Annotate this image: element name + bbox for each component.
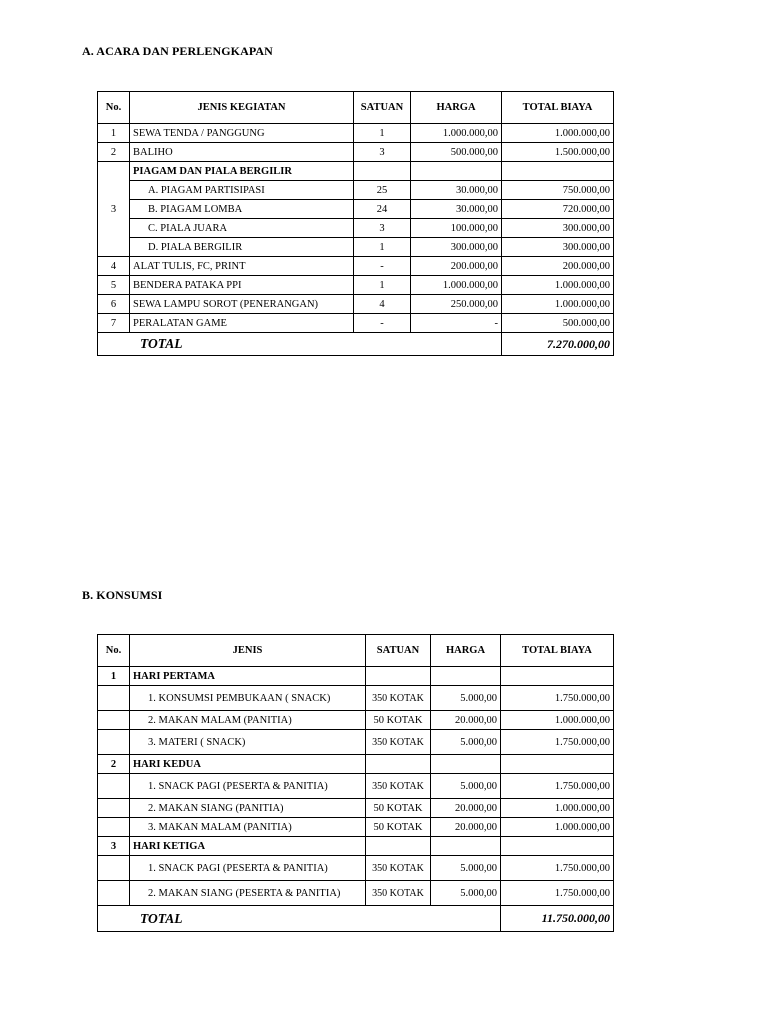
row-no: 2 <box>98 143 130 162</box>
table-row <box>98 295 614 314</box>
day-no: 2 <box>98 755 130 774</box>
row-satuan: 1 <box>354 276 411 295</box>
day-label: HARI KETIGA <box>130 837 366 856</box>
row-satuan: 1 <box>354 124 411 143</box>
row-satuan: 350 KOTAK <box>366 881 431 906</box>
section-b-title: B. KONSUMSI <box>82 588 163 602</box>
table-row <box>98 276 614 295</box>
group-label: PIAGAM DAN PIALA BERGILIR <box>130 162 354 181</box>
row-harga: 300.000,00 <box>411 238 502 257</box>
row-total: 1.750.000,00 <box>501 730 614 755</box>
table-row <box>98 774 614 799</box>
row-total: 300.000,00 <box>502 219 614 238</box>
table-header-row <box>98 635 614 667</box>
row-jenis: D. PIALA BERGILIR <box>130 238 354 257</box>
table-row <box>98 856 614 881</box>
empty-cell <box>98 818 130 837</box>
day-row <box>98 755 614 774</box>
row-jenis: 1. SNACK PAGI (PESERTA & PANITIA) <box>130 856 366 881</box>
table-row <box>98 686 614 711</box>
day-no: 1 <box>98 667 130 686</box>
empty-cell <box>501 755 614 774</box>
total-value: 11.750.000,00 <box>501 906 614 932</box>
table-row <box>98 257 614 276</box>
table-row <box>98 181 614 200</box>
empty-cell <box>502 162 614 181</box>
row-satuan: - <box>354 314 411 333</box>
row-harga: 200.000,00 <box>411 257 502 276</box>
row-total: 1.750.000,00 <box>501 856 614 881</box>
empty-cell <box>98 856 130 881</box>
row-jenis: A. PIAGAM PARTISIPASI <box>130 181 354 200</box>
empty-cell <box>501 837 614 856</box>
row-satuan: 350 KOTAK <box>366 730 431 755</box>
total-value: 7.270.000,00 <box>502 333 614 356</box>
empty-cell <box>411 162 502 181</box>
table-row <box>98 143 614 162</box>
header-jenis: JENIS KEGIATAN <box>130 92 354 124</box>
row-harga: - <box>411 314 502 333</box>
row-harga: 20.000,00 <box>431 799 501 818</box>
day-row <box>98 667 614 686</box>
header-jenis: JENIS <box>130 635 366 667</box>
empty-cell <box>501 667 614 686</box>
row-harga: 5.000,00 <box>431 774 501 799</box>
row-harga: 5.000,00 <box>431 881 501 906</box>
row-harga: 500.000,00 <box>411 143 502 162</box>
table-row <box>98 818 614 837</box>
row-satuan: 1 <box>354 238 411 257</box>
header-no: No. <box>98 635 130 667</box>
row-total: 1.750.000,00 <box>501 686 614 711</box>
row-harga: 100.000,00 <box>411 219 502 238</box>
row-total: 500.000,00 <box>502 314 614 333</box>
row-total: 300.000,00 <box>502 238 614 257</box>
row-satuan: 350 KOTAK <box>366 774 431 799</box>
header-total: TOTAL BIAYA <box>501 635 614 667</box>
header-total: TOTAL BIAYA <box>502 92 614 124</box>
empty-cell <box>98 711 130 730</box>
day-label: HARI KEDUA <box>130 755 366 774</box>
table-row <box>98 711 614 730</box>
row-no: 7 <box>98 314 130 333</box>
row-satuan: 3 <box>354 143 411 162</box>
header-harga: HARGA <box>411 92 502 124</box>
table-acara-perlengkapan <box>97 91 614 356</box>
empty-cell <box>366 667 431 686</box>
row-no: 1 <box>98 124 130 143</box>
row-satuan: 350 KOTAK <box>366 856 431 881</box>
day-row <box>98 837 614 856</box>
row-harga: 30.000,00 <box>411 181 502 200</box>
row-no: 4 <box>98 257 130 276</box>
day-no: 3 <box>98 837 130 856</box>
total-row <box>98 333 614 356</box>
row-jenis: BALIHO <box>130 143 354 162</box>
row-total: 720.000,00 <box>502 200 614 219</box>
empty-cell <box>98 799 130 818</box>
row-harga: 1.000.000,00 <box>411 124 502 143</box>
empty-cell <box>431 837 501 856</box>
row-jenis: B. PIAGAM LOMBA <box>130 200 354 219</box>
row-harga: 5.000,00 <box>431 730 501 755</box>
row-jenis: 2. MAKAN SIANG (PANITIA) <box>130 799 366 818</box>
row-jenis: ALAT TULIS, FC, PRINT <box>130 257 354 276</box>
table-header-row <box>98 92 614 124</box>
row-harga: 250.000,00 <box>411 295 502 314</box>
row-total: 1.500.000,00 <box>502 143 614 162</box>
row-satuan: 25 <box>354 181 411 200</box>
empty-cell <box>98 686 130 711</box>
row-total: 200.000,00 <box>502 257 614 276</box>
row-jenis: SEWA TENDA / PANGGUNG <box>130 124 354 143</box>
row-total: 1.000.000,00 <box>502 124 614 143</box>
row-total: 1.000.000,00 <box>501 818 614 837</box>
header-satuan: SATUAN <box>354 92 411 124</box>
row-jenis: C. PIALA JUARA <box>130 219 354 238</box>
row-harga: 20.000,00 <box>431 818 501 837</box>
row-total: 1.000.000,00 <box>501 799 614 818</box>
row-harga: 1.000.000,00 <box>411 276 502 295</box>
row-harga: 5.000,00 <box>431 686 501 711</box>
row-jenis: 1. KONSUMSI PEMBUKAAN ( SNACK) <box>130 686 366 711</box>
row-no: 6 <box>98 295 130 314</box>
empty-cell <box>354 162 411 181</box>
row-total: 750.000,00 <box>502 181 614 200</box>
row-no: 5 <box>98 276 130 295</box>
header-harga: HARGA <box>431 635 501 667</box>
row-total: 1.750.000,00 <box>501 774 614 799</box>
row-total: 1.000.000,00 <box>501 711 614 730</box>
table-row-group <box>98 162 614 181</box>
row-harga: 5.000,00 <box>431 856 501 881</box>
row-satuan: 50 KOTAK <box>366 818 431 837</box>
empty-cell <box>98 774 130 799</box>
row-satuan: 3 <box>354 219 411 238</box>
empty-cell <box>366 755 431 774</box>
row-jenis: 3. MAKAN MALAM (PANITIA) <box>130 818 366 837</box>
table-row <box>98 124 614 143</box>
empty-cell <box>98 730 130 755</box>
row-satuan: 50 KOTAK <box>366 799 431 818</box>
row-satuan: - <box>354 257 411 276</box>
table-row <box>98 314 614 333</box>
table-row <box>98 799 614 818</box>
row-harga: 20.000,00 <box>431 711 501 730</box>
total-label: TOTAL <box>98 333 502 356</box>
row-satuan: 50 KOTAK <box>366 711 431 730</box>
row-jenis: BENDERA PATAKA PPI <box>130 276 354 295</box>
row-jenis: 1. SNACK PAGI (PESERTA & PANITIA) <box>130 774 366 799</box>
row-no: 3 <box>98 162 130 257</box>
section-a-title: A. ACARA DAN PERLENGKAPAN <box>82 44 273 58</box>
row-total: 1.750.000,00 <box>501 881 614 906</box>
table-row <box>98 238 614 257</box>
day-label: HARI PERTAMA <box>130 667 366 686</box>
row-satuan: 4 <box>354 295 411 314</box>
row-jenis: 2. MAKAN MALAM (PANITIA) <box>130 711 366 730</box>
empty-cell <box>431 755 501 774</box>
header-no: No. <box>98 92 130 124</box>
empty-cell <box>98 881 130 906</box>
row-jenis: SEWA LAMPU SOROT (PENERANGAN) <box>130 295 354 314</box>
row-total: 1.000.000,00 <box>502 295 614 314</box>
table-konsumsi <box>97 634 614 932</box>
table-row <box>98 219 614 238</box>
empty-cell <box>431 667 501 686</box>
row-harga: 30.000,00 <box>411 200 502 219</box>
table-row <box>98 200 614 219</box>
row-jenis: 3. MATERI ( SNACK) <box>130 730 366 755</box>
table-row <box>98 730 614 755</box>
row-jenis: 2. MAKAN SIANG (PESERTA & PANITIA) <box>130 881 366 906</box>
total-label: TOTAL <box>98 906 501 932</box>
row-jenis: PERALATAN GAME <box>130 314 354 333</box>
header-satuan: SATUAN <box>366 635 431 667</box>
row-satuan: 350 KOTAK <box>366 686 431 711</box>
total-row <box>98 906 614 932</box>
empty-cell <box>366 837 431 856</box>
table-row <box>98 881 614 906</box>
row-total: 1.000.000,00 <box>502 276 614 295</box>
row-satuan: 24 <box>354 200 411 219</box>
